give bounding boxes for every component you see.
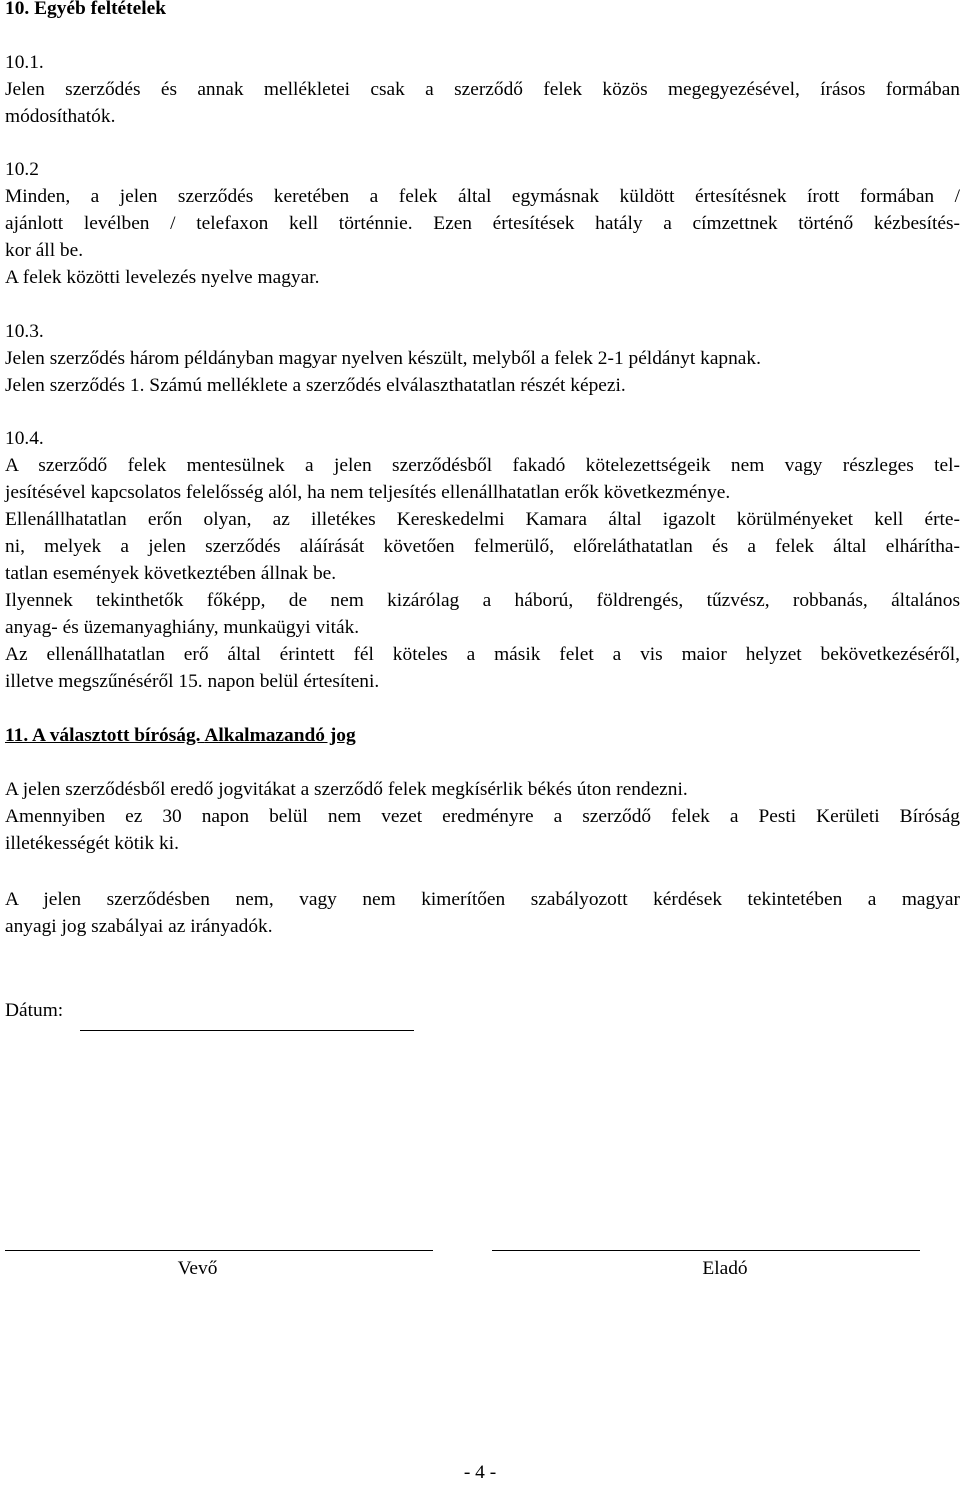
buyer-signature-line (5, 1250, 433, 1251)
clause-10-4-line-6: Ilyennek tekinthetők főképp, de nem kizárólag a háború, földrengés, tűzvész, robbanás, általános (5, 590, 960, 611)
section-11-para-1-line-3: illetékességét kötik ki. (5, 833, 179, 854)
section-10-heading: 10. Egyéb feltételek (5, 0, 167, 19)
clause-10-2-line-4: A felek közötti levelezés nyelve magyar. (5, 267, 320, 288)
clause-10-4-line-4: ni, melyek a jelen szerződés aláírását követően felmerülő, előreláthatatlan és a felek által elhárítha- (5, 536, 960, 557)
clause-10-2-number: 10.2 (5, 159, 39, 180)
clause-10-4-line-9: illetve megszűnéséről 15. napon belül értesíteni. (5, 671, 380, 692)
clause-10-3-line-2: Jelen szerződés 1. Számú melléklete a szerződés elválaszthatatlan részét képezi. (5, 375, 626, 396)
clause-10-4-line-2: jesítésével kapcsolatos felelősség alól, ha nem teljesítés ellenállhatatlan erők következménye. (5, 482, 731, 503)
page-number: - 4 - (463, 1462, 497, 1483)
clause-10-1-number: 10.1. (5, 52, 44, 73)
section-11-para-2-line-2: anyagi jog szabályai az irányadók. (5, 916, 273, 937)
section-11-heading (5, 721, 356, 750)
clause-10-2-line-2: ajánlott levélben / telefaxon kell történnie. Ezen értesítések hatály a címzettnek történő kézbesítés- (5, 213, 960, 234)
seller-signature-line (492, 1250, 920, 1251)
clause-10-2-line-1: Minden, a jelen szerződés keretében a felek által egymásnak küldött értesítésnek írott formában / (5, 186, 960, 207)
clause-10-4-line-7: anyag- és üzemanyaghiány, munkaügyi viták. (5, 617, 360, 638)
buyer-signature-label: Vevő (177, 1258, 218, 1279)
clause-10-4-line-3: Ellenállhatatlan erőn olyan, az illetékes Kereskedelmi Kamara által igazolt körülményeket kell érte- (5, 509, 960, 530)
clause-10-4-line-8: Az ellenállhatatlan erő által érintett fél köteles a másik felet a vis maior helyzet bekövetkezéséről, (5, 644, 960, 665)
section-11-para-1-line-2: Amennyiben ez 30 napon belül nem vezet eredményre a szerződő felek a Pesti Kerületi Bíróság (5, 806, 960, 827)
clause-10-4-line-1: A szerződő felek mentesülnek a jelen szerződésből fakadó kötelezettségeik nem vagy részleges tel- (5, 455, 960, 476)
clause-10-4-number: 10.4. (5, 428, 44, 449)
clause-10-4-line-5: tatlan események következtében állnak be. (5, 563, 337, 584)
seller-signature-label: Eladó (702, 1258, 748, 1279)
clause-10-1-line-1: Jelen szerződés és annak mellékletei csak a szerződő felek közös megegyezésével, írásos formában (5, 79, 960, 100)
clause-10-3-line-1: Jelen szerződés három példányban magyar nyelven készült, melyből a felek 2-1 példányt kapnak. (5, 348, 761, 369)
date-label: Dátum: (5, 1000, 64, 1021)
section-11-para-1-line-1: A jelen szerződésből eredő jogvitákat a szerződő felek megkísérlik békés úton rendezni. (5, 779, 688, 800)
date-line (80, 1030, 414, 1031)
section-11-para-2-line-1: A jelen szerződésben nem, vagy nem kimerítően szabályozott kérdések tekintetében a magyar (5, 889, 960, 910)
section-11-heading-part-2: Alkalmazandó jog (204, 725, 356, 746)
section-11-heading-part-1: 11. A választott bíróság. (5, 725, 201, 746)
clause-10-2-line-3: kor áll be. (5, 240, 84, 261)
clause-10-3-number: 10.3. (5, 321, 44, 342)
clause-10-1-line-2: módosíthatók. (5, 106, 116, 127)
